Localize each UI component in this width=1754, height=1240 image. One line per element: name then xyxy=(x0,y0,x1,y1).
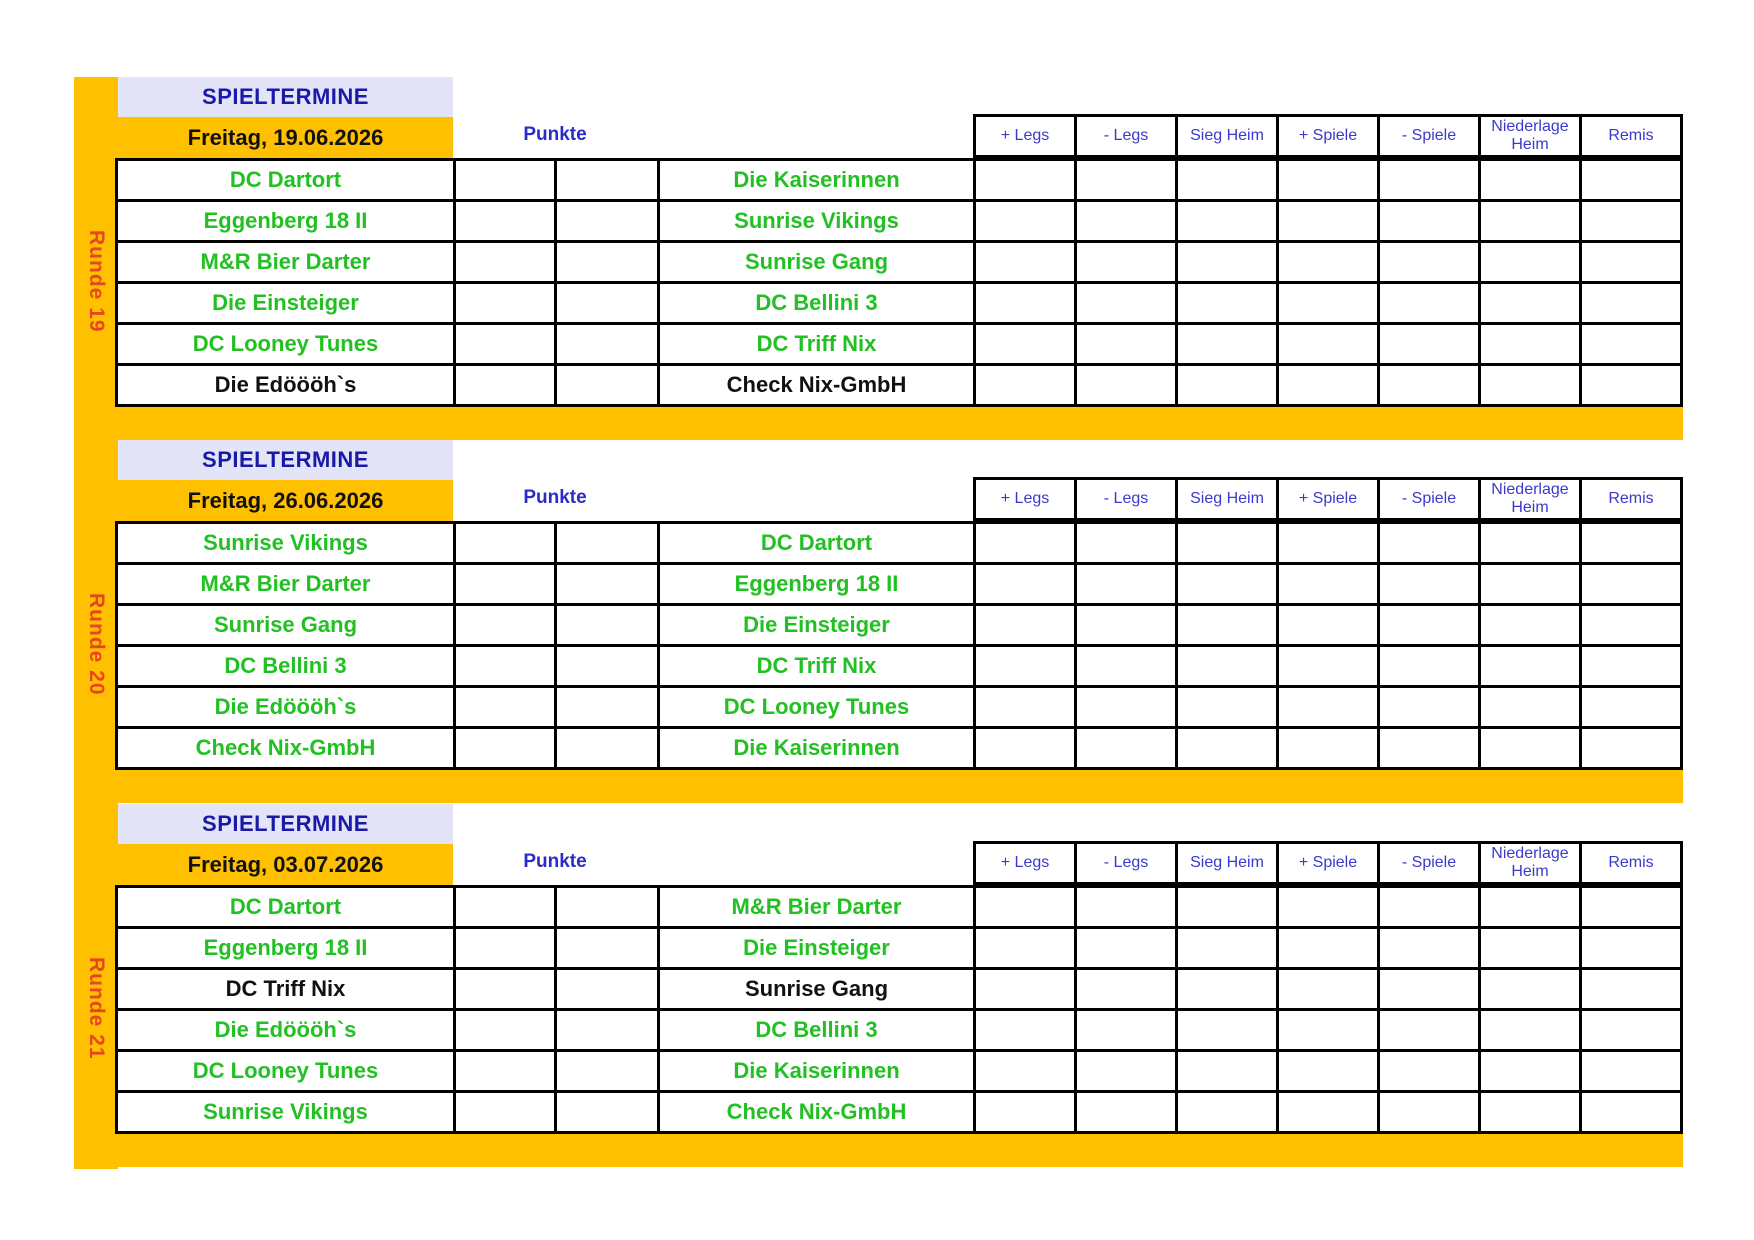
stat-input-cell[interactable] xyxy=(1175,685,1279,729)
stat-input-cell[interactable] xyxy=(1175,322,1279,366)
stat-input-cell[interactable] xyxy=(1579,1008,1683,1052)
stat-input-cell[interactable] xyxy=(1478,685,1582,729)
stat-input-cell[interactable] xyxy=(1478,967,1582,1011)
stat-input-cell[interactable] xyxy=(1478,1090,1582,1134)
stat-column-header xyxy=(1478,114,1582,158)
stat-input-cell[interactable] xyxy=(1579,1090,1683,1134)
home-score-input[interactable] xyxy=(453,521,557,565)
away-team-cell: Die Einsteiger xyxy=(657,926,976,970)
stat-column-label: Niederlage Heim xyxy=(1491,845,1569,880)
home-score-input[interactable] xyxy=(453,562,557,606)
home-team-cell: Sunrise Vikings xyxy=(115,1090,456,1134)
stat-input-cell[interactable] xyxy=(1074,199,1178,243)
home-score-input[interactable] xyxy=(453,1049,557,1093)
stat-column-header xyxy=(973,477,1077,521)
stat-input-cell[interactable] xyxy=(1579,240,1683,284)
away-score-input[interactable] xyxy=(554,199,660,243)
stat-column-label: Sieg Heim xyxy=(1190,490,1264,507)
stat-input-cell[interactable] xyxy=(1478,562,1582,606)
away-team-cell: Check Nix-GmbH xyxy=(657,363,976,407)
home-team-cell: Die Einsteiger xyxy=(115,281,456,325)
away-team-cell: M&R Bier Darter xyxy=(657,885,976,929)
stat-input-cell[interactable] xyxy=(1377,967,1481,1011)
stat-input-cell[interactable] xyxy=(973,1090,1077,1134)
home-score-input[interactable] xyxy=(453,926,557,970)
stat-column-label: Niederlage Heim xyxy=(1491,481,1569,516)
points-label: Punkte xyxy=(523,851,587,872)
stat-input-cell[interactable] xyxy=(1579,726,1683,770)
stat-column-header xyxy=(1377,477,1481,521)
stat-input-cell[interactable] xyxy=(1074,521,1178,565)
away-team-cell: Die Kaiserinnen xyxy=(657,726,976,770)
stat-column-label: + Spiele xyxy=(1298,127,1358,144)
home-team-cell: DC Looney Tunes xyxy=(115,322,456,366)
stat-input-cell[interactable] xyxy=(1175,562,1279,606)
stat-input-cell[interactable] xyxy=(1579,199,1683,243)
stat-input-cell[interactable] xyxy=(1276,885,1380,929)
stat-input-cell[interactable] xyxy=(1478,199,1582,243)
home-score-input[interactable] xyxy=(453,685,557,729)
points-label: Punkte xyxy=(523,124,587,145)
stat-input-cell[interactable] xyxy=(1276,158,1380,202)
away-score-input[interactable] xyxy=(554,521,660,565)
away-score-input[interactable] xyxy=(554,1090,660,1134)
stat-column-header xyxy=(1579,841,1683,885)
round-label: Runde 21 xyxy=(85,956,108,1060)
stat-column-label: + Spiele xyxy=(1298,490,1358,507)
stat-column-label: Niederlage Heim xyxy=(1491,118,1569,153)
stat-input-cell[interactable] xyxy=(1074,158,1178,202)
round-label: Runde 19 xyxy=(85,229,108,333)
stat-input-cell[interactable] xyxy=(1579,885,1683,929)
stat-input-cell[interactable] xyxy=(1175,926,1279,970)
stat-input-cell[interactable] xyxy=(1478,926,1582,970)
away-team-cell: DC Dartort xyxy=(657,521,976,565)
stat-input-cell[interactable] xyxy=(1579,363,1683,407)
home-team-cell: DC Bellini 3 xyxy=(115,644,456,688)
stat-input-cell[interactable] xyxy=(1579,521,1683,565)
home-score-input[interactable] xyxy=(453,967,557,1011)
stat-input-cell[interactable] xyxy=(1175,603,1279,647)
home-score-input[interactable] xyxy=(453,158,557,202)
away-team-cell: Check Nix-GmbH xyxy=(657,1090,976,1134)
stat-column-header xyxy=(1175,841,1279,885)
stat-input-cell[interactable] xyxy=(1276,1090,1380,1134)
stat-input-cell[interactable] xyxy=(1478,322,1582,366)
stat-column-label: + Legs xyxy=(1000,127,1050,144)
away-score-input[interactable] xyxy=(554,1049,660,1093)
home-score-input[interactable] xyxy=(453,726,557,770)
stat-input-cell[interactable] xyxy=(1579,685,1683,729)
stat-input-cell[interactable] xyxy=(1276,1049,1380,1093)
home-team-cell: Die Edöööh`s xyxy=(115,363,456,407)
stat-input-cell[interactable] xyxy=(1074,562,1178,606)
stat-input-cell[interactable] xyxy=(1175,1049,1279,1093)
away-team-cell: Die Einsteiger xyxy=(657,603,976,647)
stat-input-cell[interactable] xyxy=(1276,322,1380,366)
home-score-input[interactable] xyxy=(453,1008,557,1052)
stat-column-header xyxy=(1377,841,1481,885)
match-date: Freitag, 26.06.2026 xyxy=(187,487,384,513)
stat-column-label: Sieg Heim xyxy=(1190,854,1264,871)
stat-input-cell[interactable] xyxy=(1478,644,1582,688)
home-team-cell: Sunrise Gang xyxy=(115,603,456,647)
stat-column-header xyxy=(1478,841,1582,885)
stat-input-cell[interactable] xyxy=(1175,521,1279,565)
stat-input-cell[interactable] xyxy=(1377,281,1481,325)
stat-input-cell[interactable] xyxy=(1074,1049,1178,1093)
stat-input-cell[interactable] xyxy=(1579,1049,1683,1093)
away-team-cell: Eggenberg 18 II xyxy=(657,562,976,606)
stat-input-cell[interactable] xyxy=(1276,644,1380,688)
stat-input-cell[interactable] xyxy=(973,521,1077,565)
stat-column-header xyxy=(1276,477,1380,521)
home-score-input[interactable] xyxy=(453,885,557,929)
stat-column-label: - Legs xyxy=(1103,854,1149,871)
round-separator-bar xyxy=(118,407,1683,440)
stat-input-cell[interactable] xyxy=(1175,1008,1279,1052)
stat-input-cell[interactable] xyxy=(1579,158,1683,202)
home-team-cell: DC Looney Tunes xyxy=(115,1049,456,1093)
stat-input-cell[interactable] xyxy=(1175,644,1279,688)
stat-input-cell[interactable] xyxy=(1579,967,1683,1011)
home-score-input[interactable] xyxy=(453,240,557,284)
stat-column-label: Remis xyxy=(1608,490,1654,507)
away-score-input[interactable] xyxy=(554,240,660,284)
spieltermine-header: SPIELTERMINE xyxy=(118,77,453,117)
round-label: Runde 20 xyxy=(85,592,108,696)
stat-input-cell[interactable] xyxy=(973,685,1077,729)
stat-input-cell[interactable] xyxy=(1377,926,1481,970)
stat-column-header xyxy=(1175,477,1279,521)
stat-input-cell[interactable] xyxy=(1074,281,1178,325)
stat-input-cell[interactable] xyxy=(1074,363,1178,407)
spieltermine-header: SPIELTERMINE xyxy=(118,804,453,844)
stat-input-cell[interactable] xyxy=(973,363,1077,407)
home-team-cell: Eggenberg 18 II xyxy=(115,199,456,243)
home-team-cell: Eggenberg 18 II xyxy=(115,926,456,970)
home-score-input[interactable] xyxy=(453,322,557,366)
stat-input-cell[interactable] xyxy=(1074,644,1178,688)
stat-input-cell[interactable] xyxy=(1377,603,1481,647)
stat-input-cell[interactable] xyxy=(1175,158,1279,202)
stat-input-cell[interactable] xyxy=(1478,726,1582,770)
stat-column-header xyxy=(1377,114,1481,158)
stat-input-cell[interactable] xyxy=(1276,726,1380,770)
away-score-input[interactable] xyxy=(554,1008,660,1052)
stat-input-cell[interactable] xyxy=(1276,521,1380,565)
stat-input-cell[interactable] xyxy=(973,322,1077,366)
home-team-cell: Sunrise Vikings xyxy=(115,521,456,565)
away-team-cell: DC Bellini 3 xyxy=(657,1008,976,1052)
stat-input-cell[interactable] xyxy=(1276,967,1380,1011)
away-score-input[interactable] xyxy=(554,363,660,407)
away-score-input[interactable] xyxy=(554,158,660,202)
stat-input-cell[interactable] xyxy=(1276,199,1380,243)
stat-input-cell[interactable] xyxy=(1478,158,1582,202)
stat-column-header xyxy=(1276,114,1380,158)
stat-input-cell[interactable] xyxy=(973,158,1077,202)
stat-column-header xyxy=(1074,841,1178,885)
away-team-cell: Sunrise Gang xyxy=(657,967,976,1011)
stat-input-cell[interactable] xyxy=(1175,199,1279,243)
stat-input-cell[interactable] xyxy=(1478,521,1582,565)
stat-input-cell[interactable] xyxy=(1175,726,1279,770)
home-score-input[interactable] xyxy=(453,199,557,243)
stat-column-header xyxy=(973,841,1077,885)
stat-input-cell[interactable] xyxy=(973,644,1077,688)
stat-input-cell[interactable] xyxy=(1478,1008,1582,1052)
away-score-input[interactable] xyxy=(554,322,660,366)
away-team-cell: Die Kaiserinnen xyxy=(657,158,976,202)
stat-input-cell[interactable] xyxy=(973,240,1077,284)
stat-input-cell[interactable] xyxy=(1478,1049,1582,1093)
stat-input-cell[interactable] xyxy=(973,726,1077,770)
stat-column-header xyxy=(1276,841,1380,885)
stat-column-label: - Spiele xyxy=(1401,854,1457,871)
away-score-input[interactable] xyxy=(554,726,660,770)
stat-input-cell[interactable] xyxy=(1074,322,1178,366)
stat-column-label: Sieg Heim xyxy=(1190,127,1264,144)
stat-input-cell[interactable] xyxy=(1276,240,1380,284)
home-score-input[interactable] xyxy=(453,644,557,688)
stat-input-cell[interactable] xyxy=(1377,322,1481,366)
stat-input-cell[interactable] xyxy=(1276,926,1380,970)
stat-input-cell[interactable] xyxy=(1276,562,1380,606)
stat-input-cell[interactable] xyxy=(973,1049,1077,1093)
stat-input-cell[interactable] xyxy=(1377,644,1481,688)
stat-input-cell[interactable] xyxy=(1377,562,1481,606)
stat-input-cell[interactable] xyxy=(1579,644,1683,688)
stat-input-cell[interactable] xyxy=(1377,1090,1481,1134)
stat-column-label: + Legs xyxy=(1000,490,1050,507)
away-score-input[interactable] xyxy=(554,603,660,647)
stat-input-cell[interactable] xyxy=(1377,1049,1481,1093)
stat-input-cell[interactable] xyxy=(1175,885,1279,929)
stat-input-cell[interactable] xyxy=(1377,726,1481,770)
stat-input-cell[interactable] xyxy=(1175,281,1279,325)
stat-column-header xyxy=(1579,477,1683,521)
home-score-input[interactable] xyxy=(453,603,557,647)
points-label: Punkte xyxy=(523,487,587,508)
stat-input-cell[interactable] xyxy=(973,281,1077,325)
home-team-cell: DC Dartort xyxy=(115,158,456,202)
away-score-input[interactable] xyxy=(554,685,660,729)
away-score-input[interactable] xyxy=(554,281,660,325)
stat-column-label: + Legs xyxy=(1000,854,1050,871)
stat-input-cell[interactable] xyxy=(973,562,1077,606)
away-team-cell: DC Triff Nix xyxy=(657,644,976,688)
home-team-cell: M&R Bier Darter xyxy=(115,562,456,606)
stat-input-cell[interactable] xyxy=(1175,240,1279,284)
stat-input-cell[interactable] xyxy=(1377,885,1481,929)
away-score-input[interactable] xyxy=(554,885,660,929)
match-date: Freitag, 03.07.2026 xyxy=(187,851,384,877)
stat-input-cell[interactable] xyxy=(1377,521,1481,565)
stat-input-cell[interactable] xyxy=(1276,281,1380,325)
away-score-input[interactable] xyxy=(554,562,660,606)
home-team-cell: M&R Bier Darter xyxy=(115,240,456,284)
stat-input-cell[interactable] xyxy=(1276,1008,1380,1052)
home-team-cell: Check Nix-GmbH xyxy=(115,726,456,770)
away-team-cell: Die Kaiserinnen xyxy=(657,1049,976,1093)
stat-column-label: - Legs xyxy=(1103,490,1149,507)
match-date: Freitag, 19.06.2026 xyxy=(187,124,384,150)
stat-input-cell[interactable] xyxy=(1377,363,1481,407)
stat-input-cell[interactable] xyxy=(1478,240,1582,284)
stat-input-cell[interactable] xyxy=(1579,281,1683,325)
home-team-cell: Die Edöööh`s xyxy=(115,685,456,729)
stat-input-cell[interactable] xyxy=(1377,685,1481,729)
home-score-input[interactable] xyxy=(453,1090,557,1134)
stat-column-label: - Spiele xyxy=(1401,490,1457,507)
home-team-cell: Die Edöööh`s xyxy=(115,1008,456,1052)
home-score-input[interactable] xyxy=(453,281,557,325)
stat-input-cell[interactable] xyxy=(1377,1008,1481,1052)
round-separator-bar xyxy=(118,1134,1683,1167)
stat-input-cell[interactable] xyxy=(1074,926,1178,970)
stat-input-cell[interactable] xyxy=(1377,240,1481,284)
stat-input-cell[interactable] xyxy=(1074,603,1178,647)
stat-input-cell[interactable] xyxy=(1276,685,1380,729)
stat-column-header xyxy=(1175,114,1279,158)
away-team-cell: Sunrise Vikings xyxy=(657,199,976,243)
stat-input-cell[interactable] xyxy=(1478,363,1582,407)
stat-column-label: - Spiele xyxy=(1401,127,1457,144)
stat-column-header xyxy=(1074,477,1178,521)
stat-column-label: + Spiele xyxy=(1298,854,1358,871)
stat-input-cell[interactable] xyxy=(1478,603,1582,647)
stat-input-cell[interactable] xyxy=(1276,363,1380,407)
stat-input-cell[interactable] xyxy=(1074,885,1178,929)
stat-input-cell[interactable] xyxy=(973,885,1077,929)
away-team-cell: DC Bellini 3 xyxy=(657,281,976,325)
stat-input-cell[interactable] xyxy=(1579,603,1683,647)
away-team-cell: DC Looney Tunes xyxy=(657,685,976,729)
stat-input-cell[interactable] xyxy=(1478,885,1582,929)
stat-input-cell[interactable] xyxy=(1074,240,1178,284)
stat-input-cell[interactable] xyxy=(1074,726,1178,770)
stat-column-header xyxy=(1478,477,1582,521)
stat-input-cell[interactable] xyxy=(973,199,1077,243)
stat-input-cell[interactable] xyxy=(1579,562,1683,606)
round-separator-bar xyxy=(118,770,1683,803)
stat-input-cell[interactable] xyxy=(1377,199,1481,243)
stat-column-label: Remis xyxy=(1608,127,1654,144)
stat-input-cell[interactable] xyxy=(1074,685,1178,729)
away-score-input[interactable] xyxy=(554,926,660,970)
stat-input-cell[interactable] xyxy=(1074,967,1178,1011)
stat-input-cell[interactable] xyxy=(1175,967,1279,1011)
stat-column-header xyxy=(973,114,1077,158)
away-team-cell: Sunrise Gang xyxy=(657,240,976,284)
spieltermine-header: SPIELTERMINE xyxy=(118,440,453,480)
stat-input-cell[interactable] xyxy=(973,926,1077,970)
away-score-input[interactable] xyxy=(554,644,660,688)
home-score-input[interactable] xyxy=(453,363,557,407)
stat-input-cell[interactable] xyxy=(1074,1008,1178,1052)
stat-input-cell[interactable] xyxy=(1175,363,1279,407)
stat-input-cell[interactable] xyxy=(973,967,1077,1011)
stat-column-label: Remis xyxy=(1608,854,1654,871)
away-score-input[interactable] xyxy=(554,967,660,1011)
home-team-cell: DC Dartort xyxy=(115,885,456,929)
stat-input-cell[interactable] xyxy=(1175,1090,1279,1134)
stat-column-label: - Legs xyxy=(1103,127,1149,144)
away-team-cell: DC Triff Nix xyxy=(657,322,976,366)
stat-input-cell[interactable] xyxy=(1579,322,1683,366)
stat-input-cell[interactable] xyxy=(1074,1090,1178,1134)
stat-input-cell[interactable] xyxy=(973,1008,1077,1052)
stat-input-cell[interactable] xyxy=(1377,158,1481,202)
stat-input-cell[interactable] xyxy=(973,603,1077,647)
stat-input-cell[interactable] xyxy=(1276,603,1380,647)
stat-column-header xyxy=(1579,114,1683,158)
stat-column-header xyxy=(1074,114,1178,158)
stat-input-cell[interactable] xyxy=(1478,281,1582,325)
home-team-cell: DC Triff Nix xyxy=(115,967,456,1011)
stat-input-cell[interactable] xyxy=(1579,926,1683,970)
